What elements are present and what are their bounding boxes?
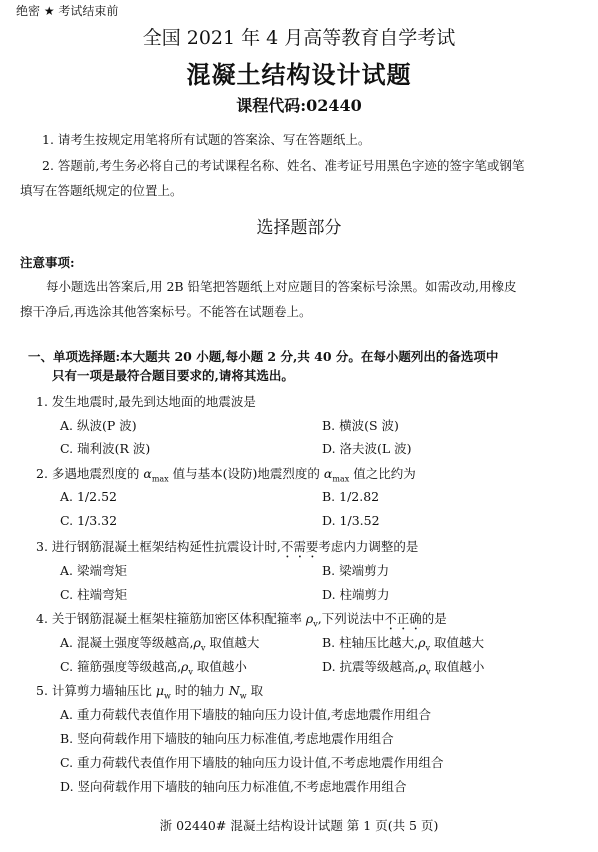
question-4-option-b: B. 柱轴压比越大$,\rho_v$ 取值越大	[322, 635, 484, 653]
question-5-option-d: D. 竖向荷载作用下墙肢的轴向压力标准值,不考虑地震作用组合	[60, 779, 407, 794]
page-footer: 浙 02440# 混凝土结构设计试题 第 1 页(共 5 页)	[159, 818, 439, 833]
question-4-option-a: A. 混凝土强度等级越高$,\rho_v$ 取值越大	[60, 635, 260, 653]
course-code	[0, 93, 598, 116]
question-5-stem: 5. 计算剪力墙轴压比 $\mu_w$ 时的轴力 $N_w$ 取	[36, 683, 264, 701]
question-2-option-a: A. 1/2.52	[60, 489, 117, 504]
question-1-option-b: B. 横波(S 波)	[322, 418, 399, 433]
question-5-option-b: B. 竖向荷载作用下墙肢的轴向压力标准值,考虑地震作用组合	[60, 731, 394, 746]
section-title: 选择题部分	[256, 218, 342, 238]
question-2-option-d: D. 1/3.52	[322, 513, 380, 528]
course-code-value: 02440	[306, 96, 362, 115]
question-1-stem: 1. 发生地震时,最先到达地面的地震波是	[36, 394, 256, 409]
question-1-option-a: A. 纵波(P 波)	[60, 418, 137, 433]
question-1-option-c: C. 瑞利波(R 波)	[60, 441, 151, 456]
question-3-stem: 3. 进行钢筋混凝土框架结构延性抗震设计时,不需要考虑内力调整的是	[36, 539, 419, 554]
question-5-option-c: C. 重力荷载代表值作用下墙肢的轴向压力设计值,不考虑地震作用组合	[60, 755, 444, 770]
notes-line-2: 擦干净后,再选涂其他答案标号。不能答在试题卷上。	[20, 304, 312, 319]
question-2-stem: 2. 多遇地震烈度的 $\alpha_{max}$ 值与基本(设防)地震烈度的 $\alpha_{max}$ 值之比约为	[36, 466, 416, 484]
instruction-2-cont: 填写在答题纸规定的位置上。	[20, 183, 183, 198]
question-1-option-d: D. 洛夫波(L 波)	[322, 441, 412, 456]
notes-heading: 注意事项:	[20, 255, 75, 270]
part-one-heading: 一、单项选择题:本大题共 20 小题,每小题 2 分,共 40 分。在每小题列出的备选项中	[28, 349, 499, 364]
question-2-option-b: B. 1/2.82	[322, 489, 380, 504]
notes-line-1: 每小题选出答案后,用 2B 铅笔把答题纸上对应题目的答案标号涂黑。如需改动,用橡皮	[46, 279, 517, 294]
instruction-1: 1. 请考生按规定用笔将所有试题的答案涂、写在答题纸上。	[42, 132, 371, 147]
question-5-option-a: A. 重力荷载代表值作用下墙肢的轴向压力设计值,考虑地震作用组合	[60, 707, 431, 722]
question-3-option-b: B. 梁端剪力	[322, 563, 390, 578]
page-title: 混凝土结构设计试题	[186, 61, 412, 89]
secret-mark: 绝密 ★ 考试结束前	[16, 4, 119, 18]
question-4-option-d: D. 抗震等级越高$,\rho_v$ 取值越小	[322, 659, 485, 677]
exam-line: 全国 2021 年 4 月高等教育自学考试	[142, 27, 456, 49]
course-code-label: 课程代码:	[236, 96, 307, 115]
question-2-option-c: C. 1/3.32	[60, 513, 118, 528]
question-4-stem: 4. 关于钢筋混凝土框架柱箍筋加密区体积配箍率 $\rho_v$,下列说法中不正确的是	[36, 611, 447, 629]
question-3-option-c: C. 柱端弯矩	[60, 587, 128, 602]
question-3-option-d: D. 柱端剪力	[322, 587, 390, 602]
instruction-2: 2. 答题前,考生务必将自己的考试课程名称、姓名、准考证号用黑色字迹的签字笔或钢笔	[42, 158, 525, 173]
question-4-option-c: C. 箍筋强度等级越高$,\rho_v$ 取值越小	[60, 659, 247, 677]
question-3-option-a: A. 梁端弯矩	[60, 563, 127, 578]
part-one-heading-cont: 只有一项是最符合题目要求的,请将其选出。	[52, 368, 294, 383]
